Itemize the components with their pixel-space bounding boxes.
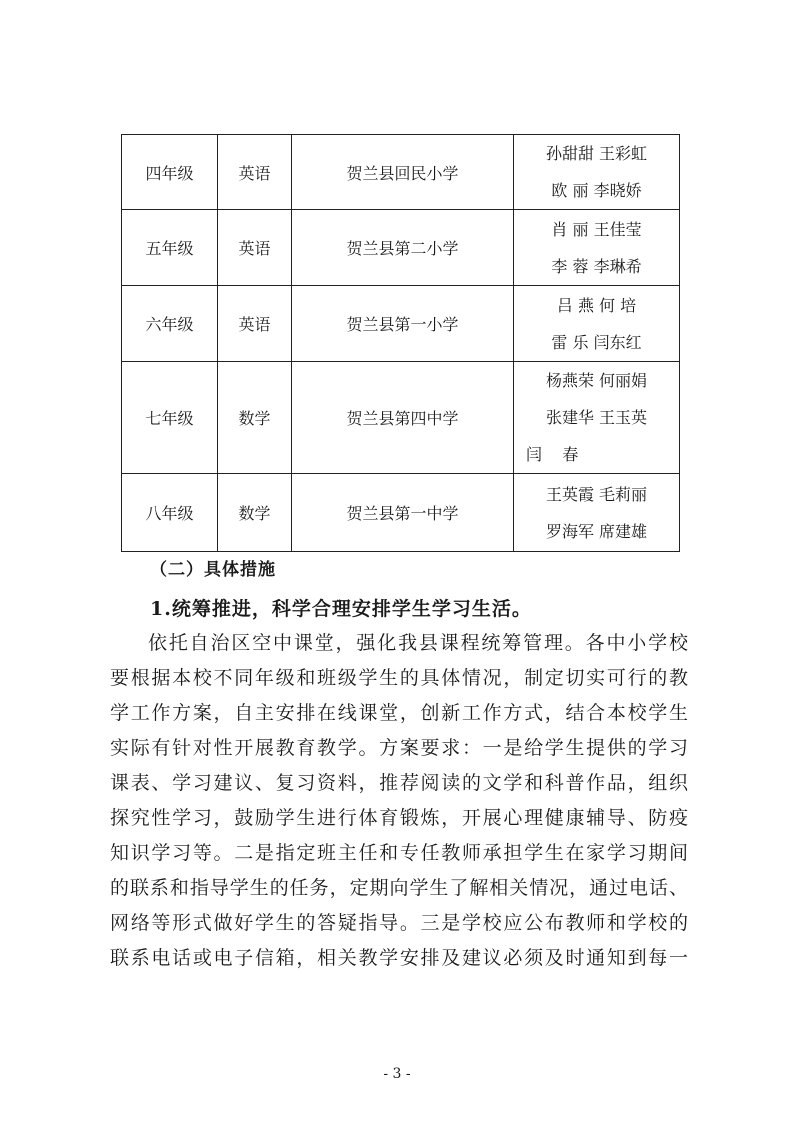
subject-cell: 英语: [218, 286, 292, 362]
table-row: [122, 135, 680, 210]
teacher-roster-table: [121, 134, 680, 552]
school-cell: 贺兰县回民小学: [292, 135, 514, 210]
teachers-cell: [514, 135, 680, 210]
paragraph-line: 的联系和指导学生的任务，定期向学生了解相关情况，通过电话、: [110, 877, 688, 899]
teacher-names-line: 孙甜甜 王彩虹: [545, 144, 648, 163]
paragraph-line: 探究性学习，鼓励学生进行体育锻炼，开展心理健康辅导、防疫: [110, 807, 688, 829]
teacher-names-line: 肖 丽 王佳莹: [551, 219, 642, 239]
paragraph-line: 网络等形式做好学生的答疑指导。三是学校应公布教师和学校的: [110, 912, 688, 934]
subject-cell: 英语: [218, 135, 292, 210]
grade-cell: 八年级: [122, 474, 218, 552]
body-paragraph: [110, 626, 688, 976]
teacher-names-line: 雷 乐 闫东红: [551, 332, 642, 352]
paragraph-line: 依托自治区空中课堂，强化我县课程统筹管理。各中小学校: [148, 632, 688, 654]
table-row: [122, 286, 680, 362]
subject-cell: 数学: [218, 362, 292, 474]
paragraph-line: 联系电话或电子信箱，相关教学安排及建议必须及时通知到每一: [110, 947, 688, 969]
school-cell: 贺兰县第二小学: [292, 210, 514, 286]
paragraph-line: 学工作方案，自主安排在线课堂，创新工作方式，结合本校学生: [110, 702, 688, 724]
school-cell: 贺兰县第四中学: [292, 362, 514, 474]
teacher-names-line: 李 蓉 李琳希: [551, 256, 642, 276]
teacher-names-line: 闫 春: [526, 445, 579, 464]
teachers-cell: [514, 210, 680, 286]
table-row: [122, 362, 680, 474]
grade-cell: 五年级: [122, 210, 218, 286]
paragraph-line: 实际有针对性开展教育教学。方案要求：一是给学生提供的学习: [110, 737, 688, 759]
grade-cell: 七年级: [122, 362, 218, 474]
teachers-cell: [514, 286, 680, 362]
paragraph-line: 知识学习等。二是指定班主任和专任教师承担学生在家学习期间: [110, 842, 688, 864]
subject-cell: 数学: [218, 474, 292, 552]
table-row: [122, 210, 680, 286]
grade-cell: 四年级: [122, 135, 218, 210]
grade-cell: 六年级: [122, 286, 218, 362]
subject-cell: 英语: [218, 210, 292, 286]
teacher-names-line: 吕 燕 何 培: [556, 295, 637, 315]
teacher-names-line: 罗海军 席建雄: [545, 521, 648, 541]
section-heading: （二）具体措施: [150, 560, 276, 580]
teachers-cell: [514, 474, 680, 552]
teacher-names-line: 张建华 王玉英: [545, 408, 648, 427]
subsection-heading: 1.统筹推进，科学合理安排学生学习生活。: [150, 598, 532, 620]
teacher-names-line: 王英霞 毛莉丽: [545, 484, 648, 504]
paragraph-line: 课表、学习建议、复习资料，推荐阅读的文学和科普作品，组织: [110, 772, 688, 794]
school-cell: 贺兰县第一小学: [292, 286, 514, 362]
teachers-cell: [514, 362, 680, 474]
table-row: [122, 474, 680, 552]
paragraph-line: 要根据本校不同年级和班级学生的具体情况，制定切实可行的教: [110, 667, 688, 689]
teacher-names-line: 欧 丽 李晓娇: [551, 181, 642, 200]
school-cell: 贺兰县第一中学: [292, 474, 514, 552]
teacher-names-line: 杨燕荣 何丽娟: [545, 371, 648, 390]
page-number: - 3 -: [383, 1066, 411, 1082]
